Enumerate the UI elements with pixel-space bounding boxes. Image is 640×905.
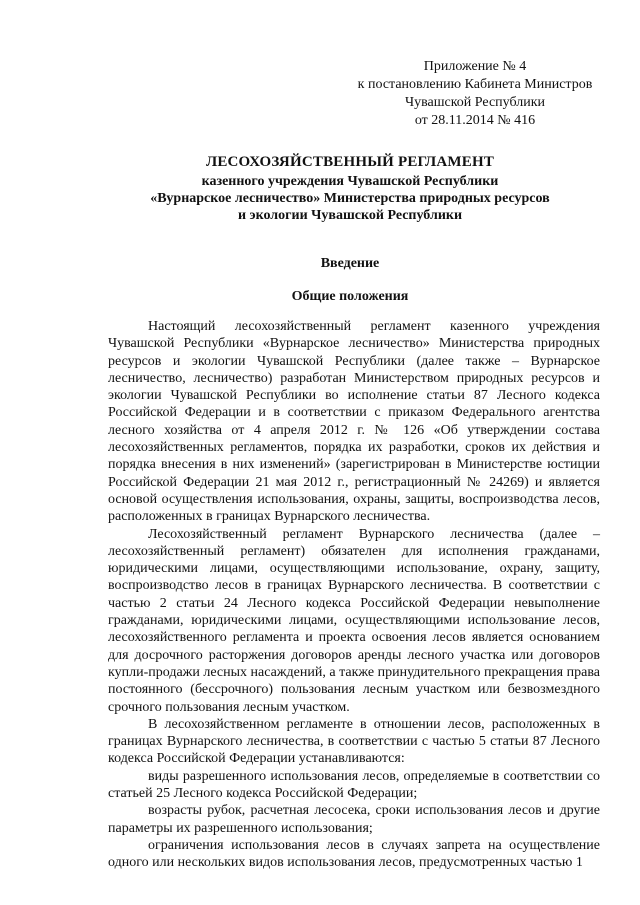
appendix-republic: Чувашской Республики xyxy=(404,95,546,110)
appendix-date-number: от 28.11.2014 № 416 xyxy=(414,113,536,128)
paragraph: возрасты рубок, расчетная лесосека, сроки использования лесов и другие параметры их разрешенного использования; xyxy=(108,803,600,836)
document-title: ЛЕСОХОЗЯЙСТВЕННЫЙ РЕГЛАМЕНТ xyxy=(205,154,495,170)
paragraph: Настоящий лесохозяйственный регламент казенного учреждения Чувашской Республики «Вурнарское лесничество» Министерства природных ресурсов и экологии Чувашской Республики (далее также – Вурнарское лесничество, лесничество) разработан Министерством природных ресурсов и экологии Чувашской Республики во исполнение статьи 87 Лесного кодекса Российской Федерации и в соответствии с приказом Федерального агентства лесного хозяйства от 4 апреля 2012 г. № 126 «Об утверждении состава лесохозяйственных регламентов, порядка их разработки, сроков их действия и порядка внесения в них изменений» (зарегистрирован в Министерстве юстиции Российской Федерации 21 мая 2012 г., регистрационный № 24269) и является основой осуществления использования, охраны, защиты, воспроизводства лесов, расположенных в границах Вурнарского лесничества. xyxy=(108,319,600,525)
section-heading-introduction: Введение xyxy=(320,256,380,271)
section-heading-general-provisions: Общие положения xyxy=(291,289,409,304)
paragraph: В лесохозяйственном регламенте в отношении лесов, расположенных в границах Вурнарского лесничества, в соответствии с частью 5 статьи 87 Лесного кодекса Российской Федерации устанавливаются: xyxy=(108,716,600,767)
appendix-resolution-ref: к постановлению Кабинета Министров xyxy=(357,77,593,92)
document-subtitle-line-3: и экологии Чувашской Республики xyxy=(237,208,463,223)
paragraph: виды разрешенного использования лесов, определяемые в соответствии со статьей 25 Лесного кодекса Российской Федерации; xyxy=(108,768,600,802)
document-title-block xyxy=(100,154,600,224)
document-subtitle-line-1: казенного учреждения Чувашской Республики xyxy=(201,174,499,189)
paragraph: Лесохозяйственный регламент Вурнарского лесничества (далее – лесохозяйственный регламент) обязателен для исполнения гражданами, юридическими лицами, осуществляющими использование, охрану, защиту, воспроизводство лесов в границах Вурнарского лесничества. В соответствии с частью 2 статьи 24 Лесного кодекса Российской Федерации невыполнение гражданами, юридическими лицами, осуществляющими использование лесов, лесохозяйственного регламента и проекта освоения лесов является основанием для досрочного расторжения договоров аренды лесного участка или договоров купли-продажи лесных насаждений, а также принудительного прекращения права постоянного (бессрочного) пользования лесным участком или безвозмездного срочного пользования лесным участком. xyxy=(108,526,600,715)
appendix-number: Приложение № 4 xyxy=(423,59,527,74)
appendix-block xyxy=(340,58,610,130)
document-subtitle-line-2: «Вурнарское лесничество» Министерства природных ресурсов xyxy=(150,191,550,206)
paragraph: ограничения использования лесов в случаях запрета на осуществление одного или нескольких видов использования лесов, предусмотренных частью 1 xyxy=(108,837,600,871)
body-text xyxy=(108,318,600,872)
